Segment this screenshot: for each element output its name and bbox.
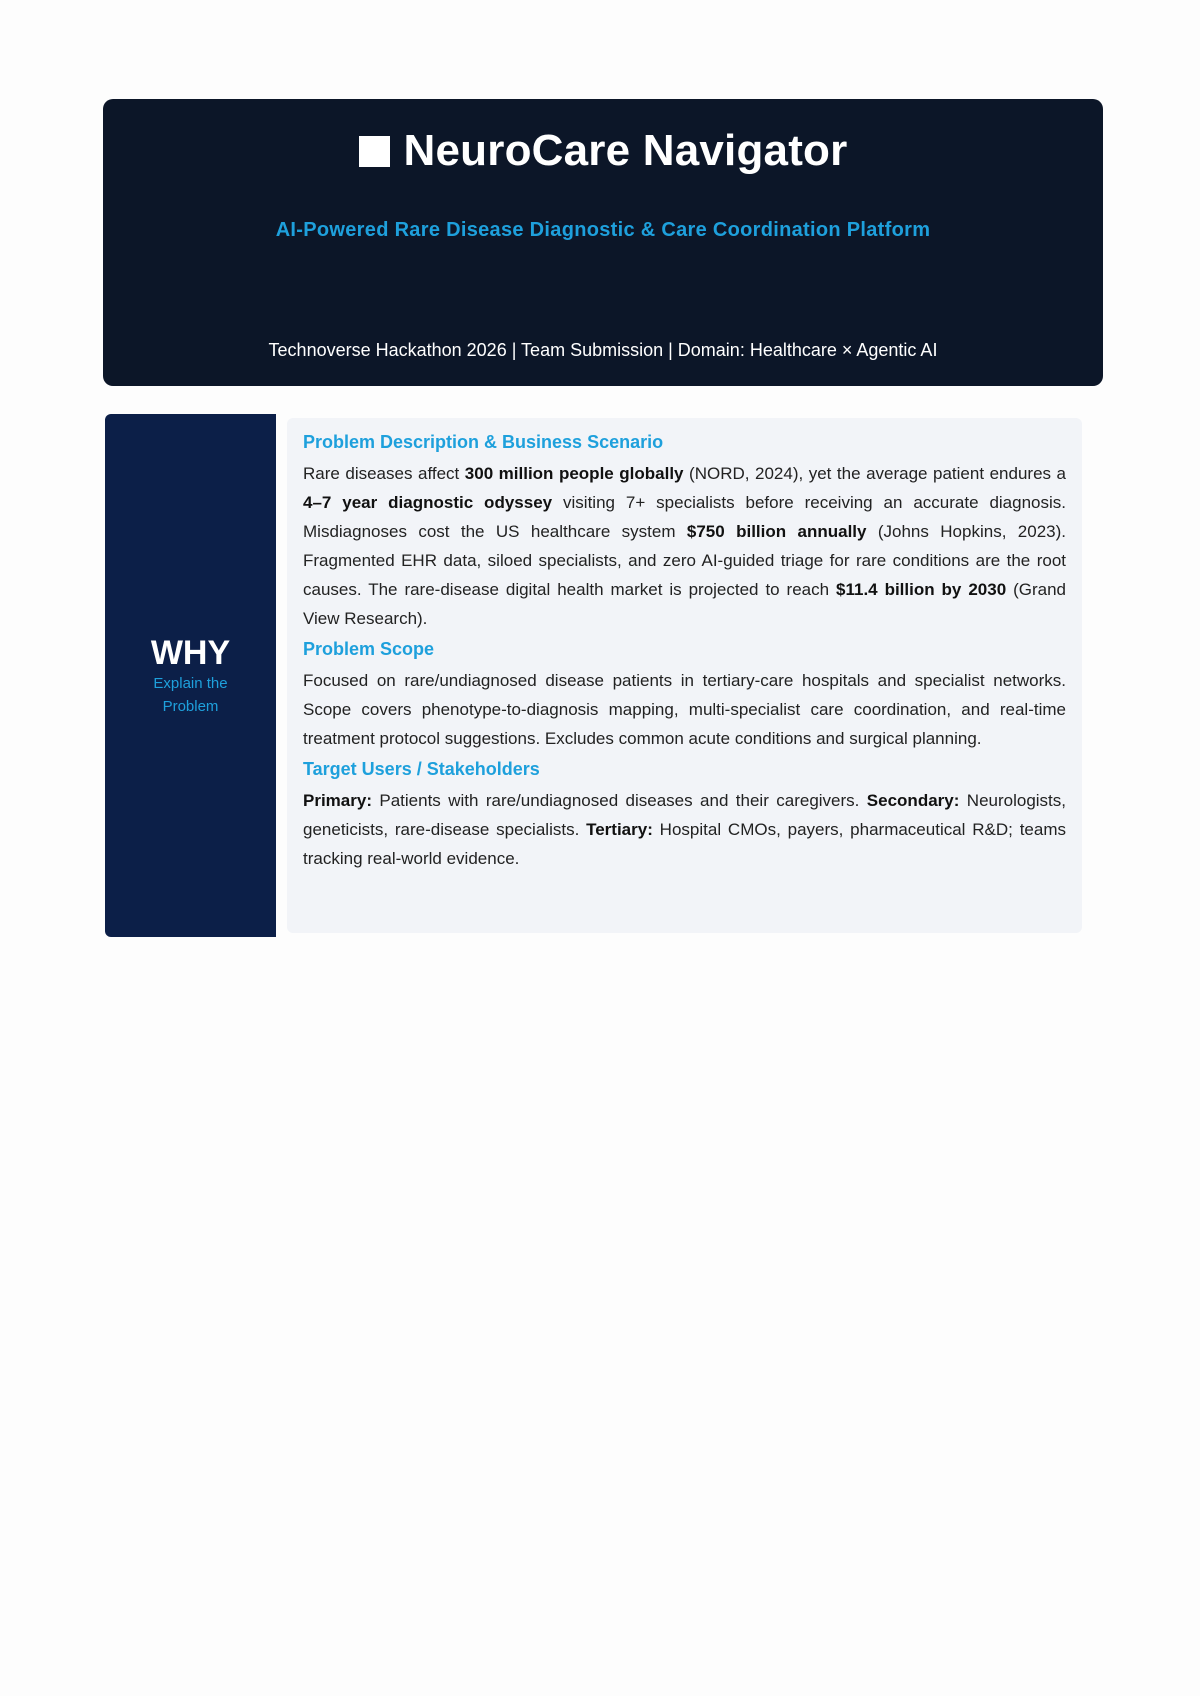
submission-meta: Technoverse Hackathon 2026 | Team Submission | Domain: Healthcare × Agentic AI	[268, 340, 938, 360]
users-bold-tertiary: Tertiary:	[586, 820, 653, 839]
problem-bold-2: 4–7 year diagnostic odyssey	[303, 493, 553, 512]
users-text-3: Hospital CMOs, payers, pharmaceutical R&D; teams tracking real-world evidence.	[303, 820, 1066, 868]
users-bold-primary: Primary:	[303, 791, 372, 810]
users-paragraph	[303, 786, 1066, 873]
page-title: NeuroCare Navigator	[403, 126, 848, 175]
why-content	[287, 418, 1082, 933]
page-subtitle: AI-Powered Rare Disease Diagnostic & Care Coordination Platform	[275, 219, 931, 241]
problem-bold-3: $750 billion annually	[686, 522, 867, 541]
header-banner	[103, 99, 1103, 386]
scope-paragraph: Focused on rare/undiagnosed disease patients in tertiary-care hospitals and specialist networks. Scope covers phenotype-to-diagnosis mapping, multi-specialist care coordination, and real-time treatment protocol suggestions. Excludes common acute conditions and surgical planning.	[303, 671, 1066, 748]
problem-heading: Problem Description & Business Scenario	[303, 432, 664, 452]
title-row	[103, 126, 1103, 176]
users-text-2: Neurologists, geneticists, rare-disease specialists.	[303, 791, 1066, 839]
problem-text-3: visiting 7+ specialists before receiving an accurate diagnosis. Misdiagnoses cost the US healthcare system	[303, 493, 1066, 541]
problem-text-1: Rare diseases affect	[303, 464, 465, 483]
problem-text-4: (Johns Hopkins, 2023). Fragmented EHR data, siloed specialists, and zero AI-guided triage for rare conditions are the root causes. The rare-disease digital health market is projected to reach	[303, 522, 1066, 599]
problem-text-2: (NORD, 2024), yet the average patient endures a	[683, 464, 1066, 483]
users-bold-secondary: Secondary:	[866, 791, 960, 810]
square-icon	[359, 136, 390, 167]
users-text-1: Patients with rare/undiagnosed diseases and their caregivers.	[371, 791, 867, 810]
why-section	[105, 414, 1082, 937]
users-heading: Target Users / Stakeholders	[303, 759, 540, 779]
scope-heading: Problem Scope	[303, 639, 435, 659]
problem-text-5: (Grand View Research).	[303, 580, 1067, 628]
problem-bold-4: $11.4 billion by 2030	[836, 580, 1007, 599]
why-subtitle: Explain the Problem	[153, 675, 228, 715]
problem-bold-1: 300 million people globally	[464, 464, 684, 483]
problem-paragraph	[303, 459, 1066, 633]
why-title: WHY	[150, 634, 231, 672]
why-side-panel	[105, 414, 276, 937]
